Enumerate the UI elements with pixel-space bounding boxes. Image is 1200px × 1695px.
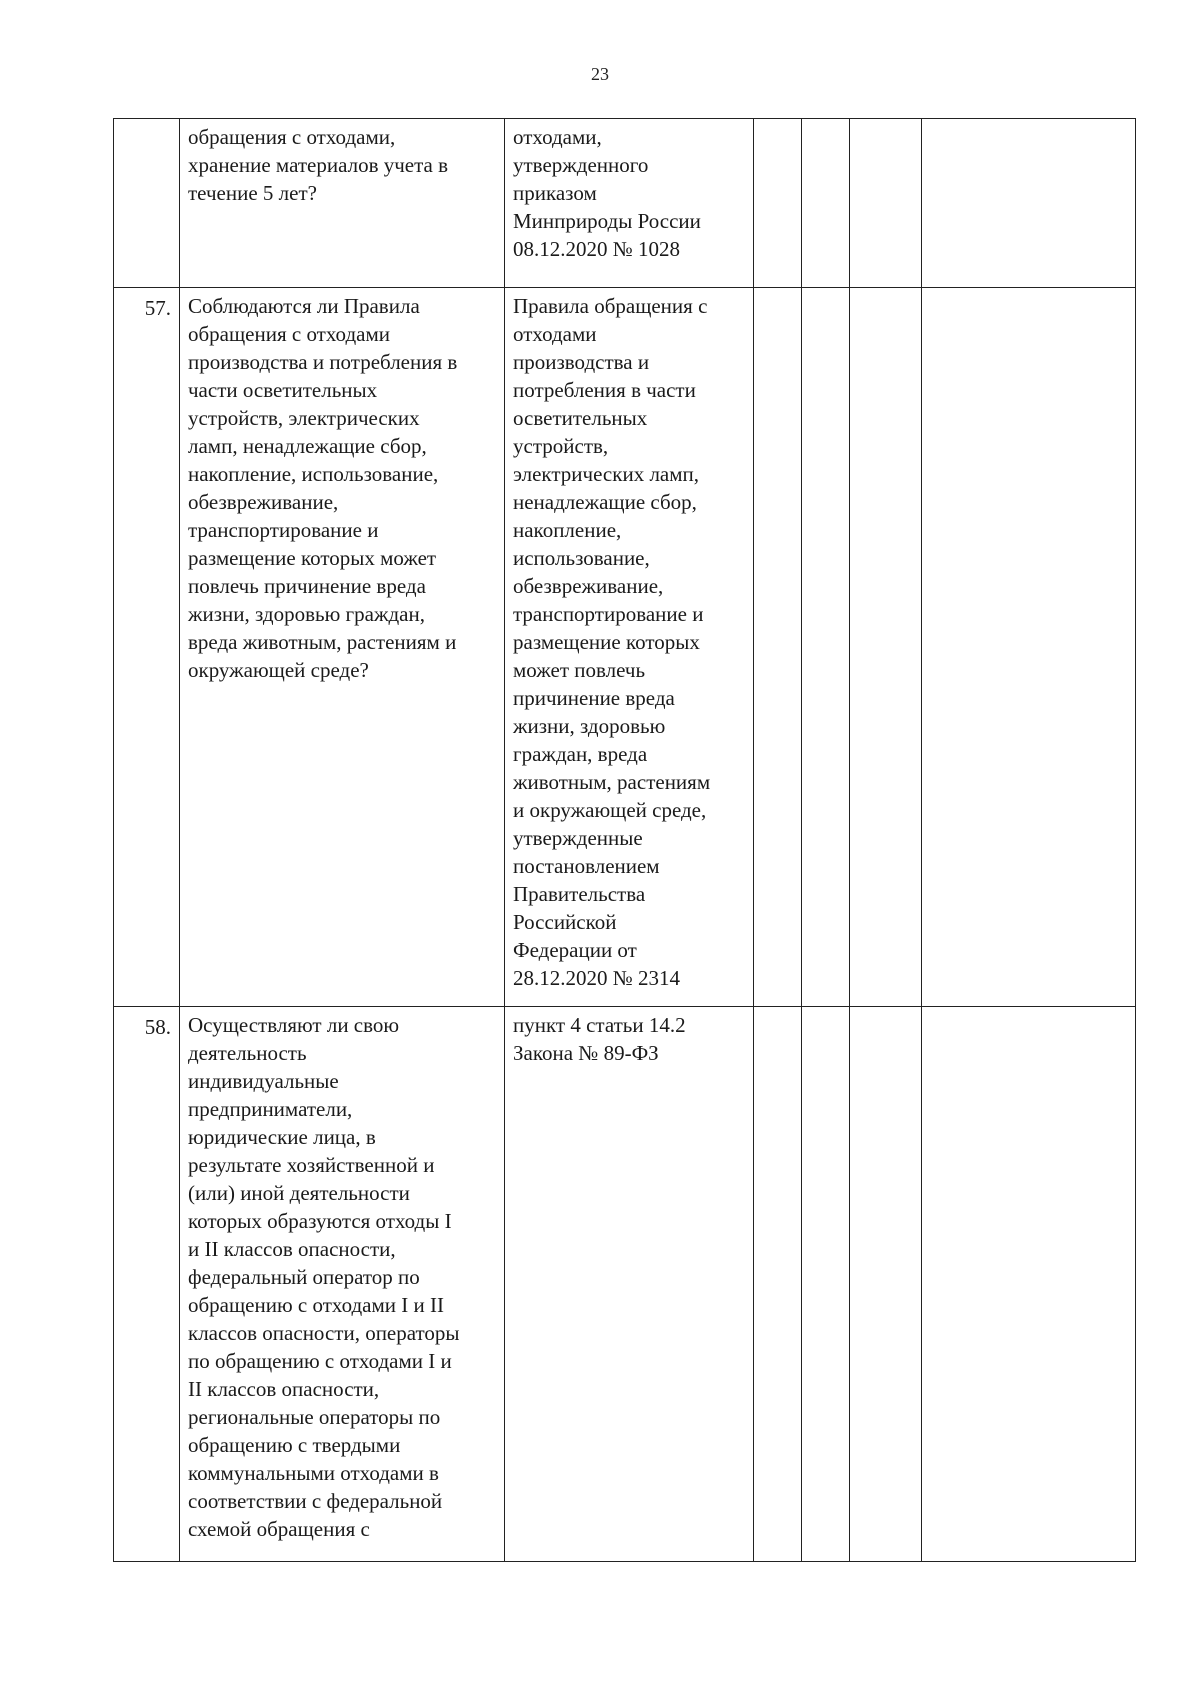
table-row — [114, 288, 1136, 1007]
question-line: части осветительных — [188, 378, 378, 402]
legal-reference-line: Закона № 89-ФЗ — [513, 1041, 659, 1065]
legal-reference-line: использование, — [513, 546, 650, 570]
question-line: по обращению с отходами I и — [188, 1349, 452, 1373]
question-line: региональные операторы по — [188, 1405, 441, 1429]
question-line: обращению с отходами I и II — [188, 1293, 444, 1317]
question-line: размещение которых может — [188, 546, 437, 570]
legal-reference-line: транспортирование и — [513, 602, 704, 626]
checklist-table — [113, 118, 1136, 1562]
legal-reference-line: обезвреживание, — [513, 574, 664, 598]
question-line: обращения с отходами — [188, 322, 390, 346]
legal-reference-line: Российской — [513, 910, 617, 934]
legal-reference-line: Федерации от — [513, 938, 637, 962]
notes-cell — [922, 288, 1136, 1007]
answer-yes-cell — [754, 1007, 802, 1562]
question-line: производства и потребления в — [188, 350, 458, 374]
question-line: ламп, ненадлежащие сбор, — [188, 434, 427, 458]
question-line: накопление, использование, — [188, 462, 439, 486]
question-line: устройств, электрических — [188, 406, 420, 430]
question-line: окружающей среде? — [188, 658, 369, 682]
legal-reference-line: 08.12.2020 № 1028 — [513, 237, 681, 261]
legal-reference-line: устройств, — [513, 434, 609, 458]
row-number: 58. — [114, 1007, 180, 1562]
question-line: течение 5 лет? — [188, 181, 317, 205]
legal-reference-cell — [505, 1007, 754, 1562]
legal-reference-line: жизни, здоровью — [513, 714, 666, 738]
question-line: соответствии с федеральной — [188, 1489, 443, 1513]
question-line: федеральный оператор по — [188, 1265, 420, 1289]
legal-reference-line: причинение вреда — [513, 686, 675, 710]
question-line: которых образуются отходы I — [188, 1209, 452, 1233]
question-line: схемой обращения с — [188, 1517, 370, 1541]
question-line: результате хозяйственной и — [188, 1153, 435, 1177]
legal-reference-line: животным, растениям — [513, 770, 711, 794]
question-line: Осуществляют ли свою — [188, 1013, 400, 1037]
question-line: коммунальными отходами в — [188, 1461, 439, 1485]
answer-na-cell — [850, 119, 922, 288]
question-line: вреда животным, растениям и — [188, 630, 457, 654]
legal-reference-line: Минприроды России — [513, 209, 701, 233]
question-line: индивидуальные — [188, 1069, 339, 1093]
question-line: хранение материалов учета в — [188, 153, 449, 177]
question-line: II классов опасности, — [188, 1377, 380, 1401]
legal-reference-line: постановлением — [513, 854, 660, 878]
question-line: жизни, здоровью граждан, — [188, 602, 425, 626]
legal-reference-cell — [505, 288, 754, 1007]
legal-reference-line: электрических ламп, — [513, 462, 700, 486]
table-row — [114, 1007, 1136, 1562]
question-line: обращению с твердыми — [188, 1433, 401, 1457]
table-row — [114, 119, 1136, 288]
legal-reference-line: накопление, — [513, 518, 622, 542]
question-cell — [180, 1007, 505, 1562]
legal-reference-line: Правительства — [513, 882, 646, 906]
question-cell — [180, 288, 505, 1007]
question-line: обращения с отходами, — [188, 125, 396, 149]
legal-reference-line: 28.12.2020 № 2314 — [513, 966, 681, 990]
question-line: (или) иной деятельности — [188, 1181, 410, 1205]
legal-reference-line: размещение которых — [513, 630, 700, 654]
legal-reference-line: утвержденного — [513, 153, 649, 177]
answer-no-cell — [802, 288, 850, 1007]
legal-reference-line: ненадлежащие сбор, — [513, 490, 697, 514]
question-line: деятельность — [188, 1041, 307, 1065]
legal-reference-line: и окружающей среде, — [513, 798, 707, 822]
notes-cell — [922, 119, 1136, 288]
legal-reference-line: потребления в части — [513, 378, 696, 402]
question-line: обезвреживание, — [188, 490, 339, 514]
legal-reference-line: Правила обращения с — [513, 294, 708, 318]
question-line: предприниматели, — [188, 1097, 353, 1121]
row-number — [114, 119, 180, 288]
answer-no-cell — [802, 119, 850, 288]
question-line: классов опасности, операторы — [188, 1321, 460, 1345]
answer-na-cell — [850, 1007, 922, 1562]
answer-na-cell — [850, 288, 922, 1007]
legal-reference-line: пункт 4 статьи 14.2 — [513, 1013, 686, 1037]
question-line: транспортирование и — [188, 518, 379, 542]
legal-reference-line: утвержденные — [513, 826, 643, 850]
legal-reference-line: граждан, вреда — [513, 742, 648, 766]
question-line: и II классов опасности, — [188, 1237, 396, 1261]
legal-reference-line: осветительных — [513, 406, 648, 430]
answer-yes-cell — [754, 288, 802, 1007]
row-number: 57. — [114, 288, 180, 1007]
question-line: повлечь причинение вреда — [188, 574, 426, 598]
question-line: юридические лица, в — [188, 1125, 376, 1149]
legal-reference-line: отходами, — [513, 125, 602, 149]
legal-reference-line: производства и — [513, 350, 650, 374]
legal-reference-line: отходами — [513, 322, 597, 346]
legal-reference-cell — [505, 119, 754, 288]
legal-reference-line: может повлечь — [513, 658, 646, 682]
page-number: 23 — [591, 64, 609, 84]
answer-yes-cell — [754, 119, 802, 288]
legal-reference-line: приказом — [513, 181, 597, 205]
notes-cell — [922, 1007, 1136, 1562]
question-cell — [180, 119, 505, 288]
answer-no-cell — [802, 1007, 850, 1562]
question-line: Соблюдаются ли Правила — [188, 294, 420, 318]
